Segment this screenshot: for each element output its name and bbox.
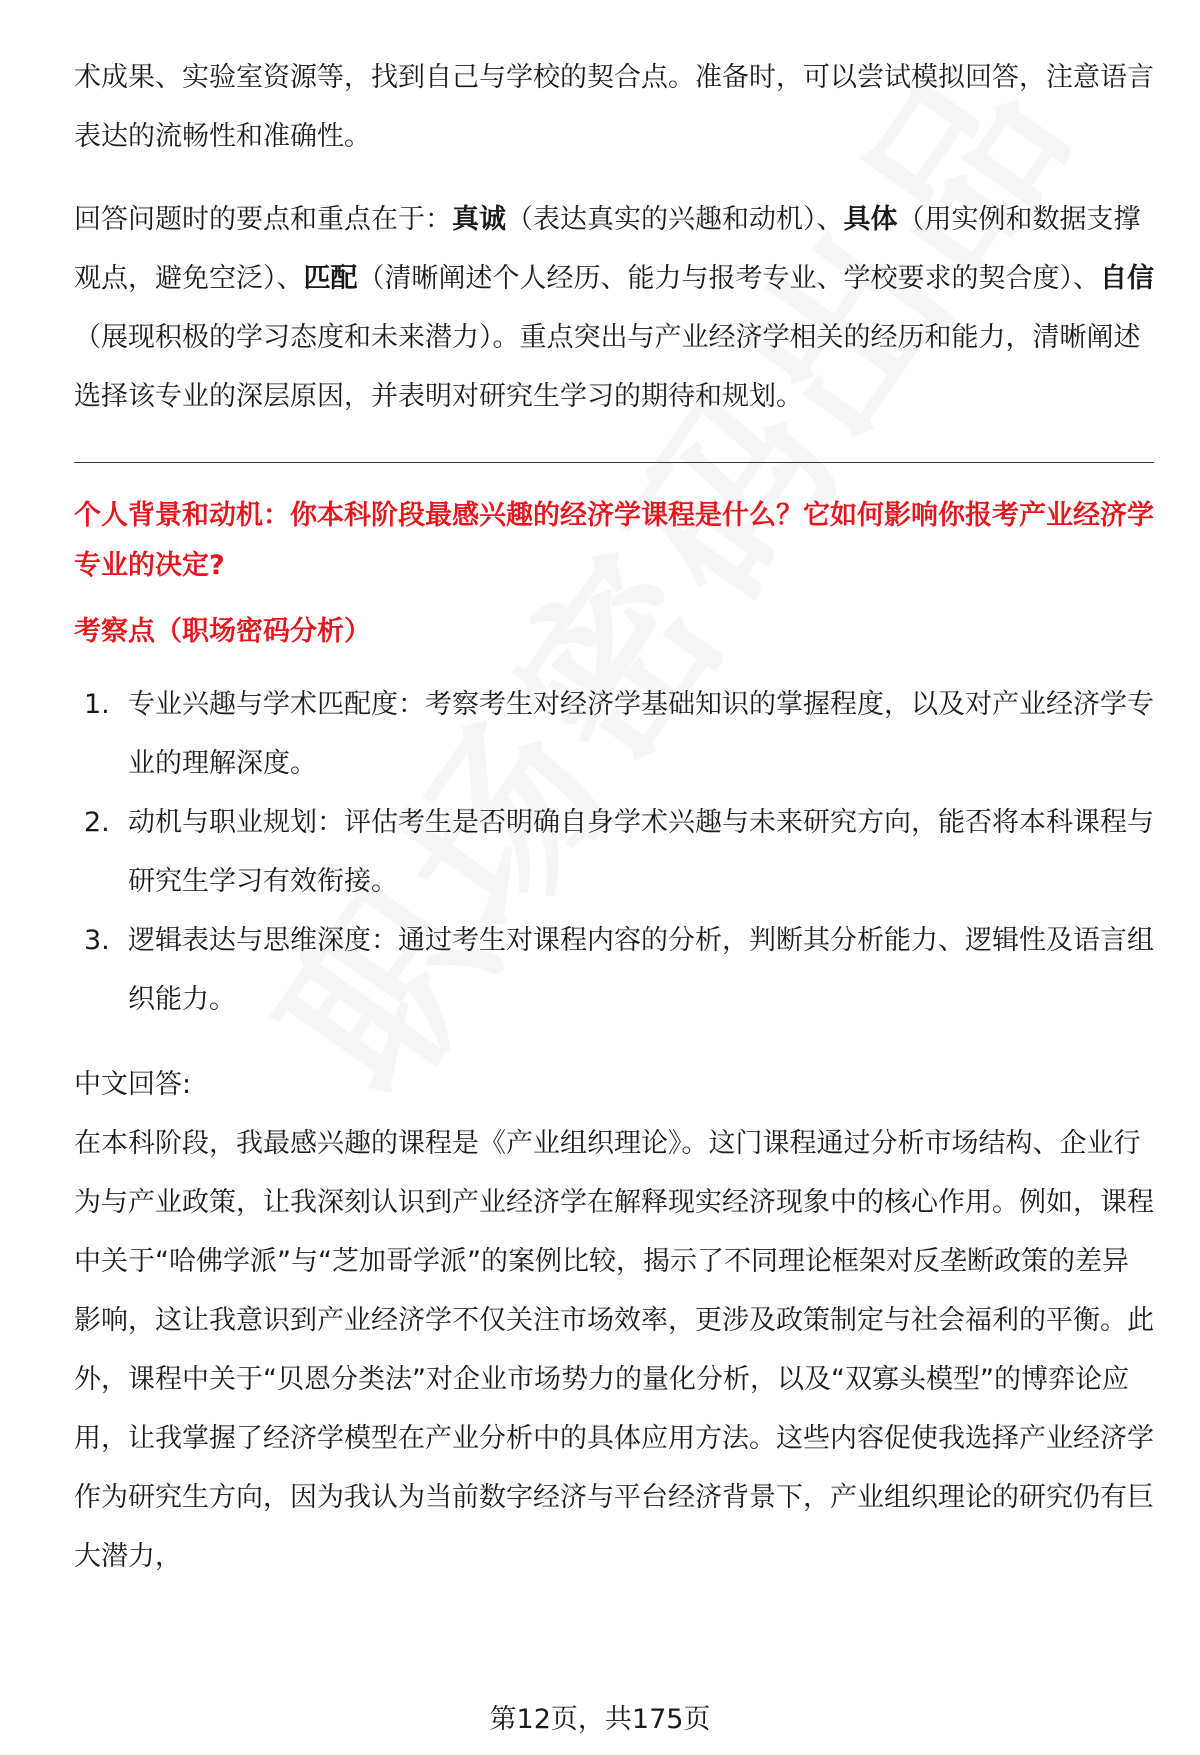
page-number: 第12页，共175页 [489, 1704, 711, 1735]
question-title: 个人背景和动机：你本科阶段最感兴趣的经济学课程是什么？它如何影响你报考产业经济学专业的决定? [74, 500, 1154, 581]
list-item [74, 675, 1154, 793]
keyword-specific-desc: （用实例和数据支撑观点，避免空泛）、 [74, 204, 1141, 294]
key-points-paragraph [74, 190, 1154, 426]
points-heading: 考察点（职场密码分析） [74, 616, 371, 647]
keyword-match-desc: （清晰阐述个人经历、能力与报考专业、学校要求的契合度）、 [357, 263, 1100, 294]
answer-label: 中文回答: [74, 1069, 192, 1100]
keyword-match: 匹配 [303, 263, 358, 294]
list-item [74, 793, 1154, 911]
keyword-sincere: 真诚 [452, 204, 506, 235]
section-divider [74, 462, 1154, 463]
list-item-text: 动机与职业规划：评估考生是否明确自身学术兴趣与未来研究方向，能否将本科课程与研究生学习有效衔接。 [128, 807, 1154, 897]
keyword-specific: 具体 [843, 204, 898, 235]
keyword-sincere-desc: （表达真实的兴趣和动机）、 [506, 204, 844, 235]
list-item [74, 911, 1154, 1029]
keyword-confident: 自信 [1100, 263, 1154, 294]
list-item-text: 逻辑表达与思维深度：通过考生对课程内容的分析，判断其分析能力、逻辑性及语言组织能力。 [128, 925, 1154, 1015]
key-points-lead: 回答问题时的要点和重点在于： [74, 204, 452, 235]
list-number: 2. [84, 807, 110, 838]
keyword-confident-desc: （展现积极的学习态度和未来潜力）。重点突出与产业经济学相关的经历和能力，清晰阐述选择该专业的深层原因，并表明对研究生学习的期待和规划。 [74, 322, 1141, 412]
assessment-points-list [74, 675, 1154, 1029]
answer-paragraph: 在本科阶段，我最感兴趣的课程是《产业组织理论》。这门课程通过分析市场结构、企业行为与产业政策，让我深刻认识到产业经济学在解释现实经济现象中的核心作用。例如，课程中关于“哈佛学派”与“芝加哥学派”的案例比较，揭示了不同理论框架对反垄断政策的差异影响，这让我意识到产业经济学不仅关注市场效率，更涉及政策制定与社会福利的平衡。此外，课程中关于“贝恩分类法”对企业市场势力的量化分析，以及“双寡头模型”的博弈论应用，让我掌握了经济学模型在产业分析中的具体应用方法。这些内容促使我选择产业经济学作为研究生方向，因为我认为当前数字经济与平台经济背景下，产业组织理论的研究仍有巨大潜力， [74, 1128, 1154, 1572]
intro-paragraph: 术成果、实验室资源等，找到自己与学校的契合点。准备时，可以尝试模拟回答，注意语言表达的流畅性和准确性。 [74, 62, 1154, 152]
list-item-text: 专业兴趣与学术匹配度：考察考生对经济学基础知识的掌握程度，以及对产业经济学专业的理解深度。 [128, 689, 1154, 779]
list-number: 3. [84, 925, 110, 956]
page-content [74, 48, 1154, 1586]
list-number: 1. [84, 689, 110, 720]
